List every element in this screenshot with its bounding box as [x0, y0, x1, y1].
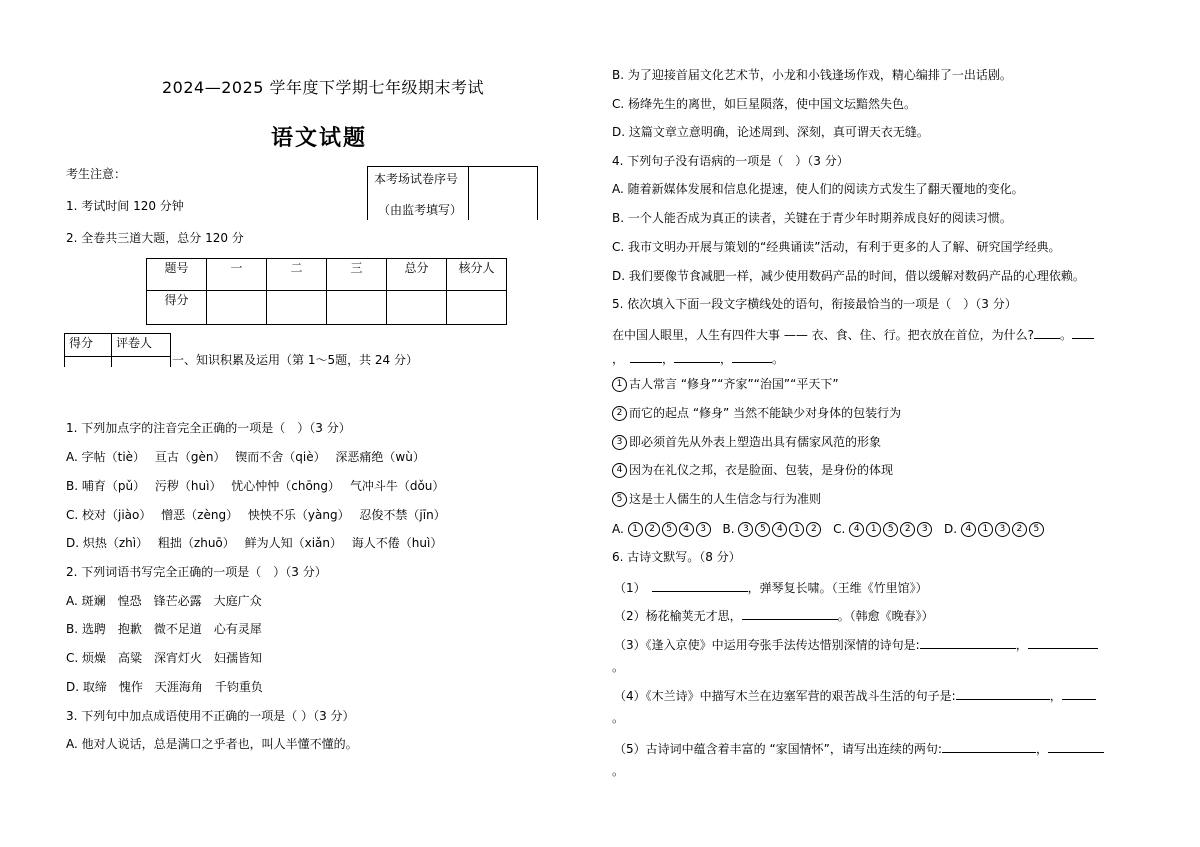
circled-number: 3 [738, 522, 753, 537]
circled-number: 1 [612, 377, 627, 392]
grader-name-label: 评卷人 [112, 334, 171, 357]
fill-blank[interactable] [1072, 326, 1094, 339]
circled-number: 3 [612, 435, 627, 450]
q1-option-c: C. 校对（jiào） 憎恶（zèng） 怏怏不乐（yàng） 忍俊不禁（jīn） [66, 508, 446, 522]
notice-item-2: 2. 全卷共三道大题，总分 120 分 [66, 231, 244, 245]
q4-option-c: C. 我市文明办开展与策划的“经典诵读”活动，有利于更多的人了解、研究国学经典。 [612, 240, 1061, 254]
score-row-label: 得分 [147, 291, 207, 325]
punct: ， [720, 352, 733, 366]
q6-line-5: （5）古诗词中蕴含着丰富的 “家国情怀”，请写出连续的两句: ， [614, 740, 1104, 756]
notice-title: 考生注意： [66, 167, 127, 181]
fill-blank[interactable] [920, 636, 1016, 649]
circled-number: 1 [628, 522, 643, 537]
q3-option-b: B. 为了迎接首届文化艺术节，小龙和小钱逢场作戏，精心编排了一出话剧。 [612, 68, 1012, 82]
notice-item-1: 1. 考试时间 120 分钟 [66, 199, 184, 213]
circled-number: 3 [995, 522, 1010, 537]
q5-item-4 [612, 463, 893, 478]
circled-number: 2 [900, 522, 915, 537]
header-cell: 总分 [387, 259, 447, 291]
score-cell[interactable] [267, 291, 327, 325]
q6-line-4: （4）《木兰诗》中描写木兰在边塞军营的艰苦战斗生活的句子是: ， [614, 687, 1096, 703]
q2-option-b: B. 选聘 抱歉 微不足道 心有灵犀 [66, 622, 262, 636]
fill-blank[interactable] [742, 607, 838, 620]
q5-option-b: B. 3 5 4 1 2 [722, 522, 823, 536]
circled-number: 2 [612, 406, 627, 421]
q1-stem: 1. 下列加点字的注音完全正确的一项是（ ）（3 分） [66, 421, 351, 435]
seat-box-label: 本考场试卷序号 [374, 172, 459, 186]
fill-blank[interactable] [630, 350, 662, 363]
circled-number: 4 [612, 463, 627, 478]
grader-score-label: 得分 [65, 334, 112, 357]
q2-option-d: D. 取缔 愧作 天涯海角 千钧重负 [66, 680, 263, 694]
q5-stem: 5. 依次填入下面一段文字横线处的语句，衔接最恰当的一项是（ ）（3 分） [612, 297, 1017, 311]
q6-line-3: （3）《逢入京使》中运用夸张手法传达惜别深情的诗句是: ， [614, 636, 1098, 652]
score-table-header-row [147, 259, 507, 291]
q5-option-c: C. 4 1 5 2 3 [833, 522, 934, 536]
q5-item-2 [612, 406, 901, 421]
q6-line-3-end: 。 [612, 660, 625, 674]
q6-line-5-end: 。 [612, 764, 625, 778]
grader-name-cell[interactable] [112, 357, 171, 368]
q5-passage-line1 [612, 326, 1094, 342]
circled-number: 3 [917, 522, 932, 537]
circled-number: 1 [866, 522, 881, 537]
q4-option-d: D. 我们要像节食减肥一样，减少使用数码产品的时间，借以缓解对数码产品的心理依赖。 [612, 269, 1085, 283]
circled-number: 2 [1012, 522, 1027, 537]
header-cell: 二 [267, 259, 327, 291]
fill-blank[interactable] [652, 579, 748, 592]
fill-blank[interactable] [1034, 326, 1060, 339]
q1-option-a: A. 字帖（tiè） 亘古（gèn） 锲而不舍（qiè） 深恶痛绝（wù） [66, 450, 425, 464]
punct: 。 [772, 352, 785, 366]
punct: ， [612, 352, 625, 366]
q6-line-1: （1） ，弹琴复长啸。（王维《竹里馆》） [614, 581, 928, 595]
q5-item-text: 这是士人儒生的人生信念与行为准则 [629, 492, 822, 506]
fill-blank[interactable] [1048, 740, 1104, 753]
score-table [146, 258, 507, 325]
score-table-score-row [147, 291, 507, 325]
q5-option-a: A. 1 2 5 4 3 [612, 522, 713, 536]
q1-option-d: D. 炽热（zhì） 粗拙（zhuō） 鲜为人知（xiǎn） 诲人不倦（huì） [66, 536, 443, 550]
grader-score-cell[interactable] [65, 357, 112, 368]
header-cell: 一 [207, 259, 267, 291]
fill-blank[interactable] [674, 350, 720, 363]
q6-line-4-end: 。 [612, 711, 625, 725]
circled-number: 4 [849, 522, 864, 537]
header-cell: 核分人 [447, 259, 507, 291]
score-cell[interactable] [387, 291, 447, 325]
fill-blank[interactable] [956, 687, 1050, 700]
circled-number: 2 [645, 522, 660, 537]
header-cell: 题号 [147, 259, 207, 291]
score-cell[interactable] [207, 291, 267, 325]
seat-number-box [367, 166, 538, 220]
q2-option-c: C. 烦燥 高粱 深宵灯火 妇孺皆知 [66, 651, 263, 665]
q5-item-text: 而它的起点 “修身” 当然不能缺少对身体的包装行为 [629, 406, 902, 420]
q4-option-a: A. 随着新媒体发展和信息化提速，使人们的阅读方式发生了翻天覆地的变化。 [612, 182, 1024, 196]
section1-title: 一、知识积累及运用（第 1～5题，共 24 分） [172, 353, 418, 367]
circled-number: 5 [612, 492, 627, 507]
punct: ， [662, 352, 675, 366]
q5-options [612, 522, 1046, 537]
circled-number: 4 [961, 522, 976, 537]
score-cell[interactable] [327, 291, 387, 325]
circled-number: 5 [883, 522, 898, 537]
q3-option-d: D. 这篇文章立意明确，论述周到、深刻，真可谓天衣无缝。 [612, 125, 929, 139]
punct: 。 [1060, 328, 1073, 342]
q5-item-1 [612, 377, 839, 392]
circled-number: 2 [806, 522, 821, 537]
q6-line-2: （2）杨花榆荚无才思， 。（韩愈《晚春》） [614, 609, 934, 623]
q3-option-a: A. 他对人说话，总是满口之乎者也，叫人半懂不懂的。 [66, 737, 358, 751]
q3-option-c: C. 杨绛先生的离世，如巨星陨落，使中国文坛黯然失色。 [612, 97, 917, 111]
score-cell[interactable] [447, 291, 507, 325]
circled-number: 5 [662, 522, 677, 537]
circled-number: 5 [755, 522, 770, 537]
fill-blank[interactable] [942, 740, 1036, 753]
q5-option-d: D. 4 1 3 2 5 [944, 522, 1046, 536]
q2-stem: 2. 下列词语书写完全正确的一项是（ ）（3 分） [66, 565, 327, 579]
q5-item-5 [612, 492, 821, 507]
exam-title: 2024—2025 学年度下学期七年级期末考试 [162, 78, 485, 97]
subject-title: 语文试题 [271, 126, 368, 151]
q5-item-3 [612, 435, 881, 450]
circled-number: 4 [679, 522, 694, 537]
grader-box [64, 333, 171, 367]
seat-box-note: （由监考填写） [378, 203, 463, 217]
q5-item-text: 即必须首先从外表上塑造出具有儒家风范的形象 [629, 435, 882, 449]
circled-number: 4 [772, 522, 787, 537]
q1-option-b: B. 哺育（pǔ） 污秽（huì） 忧心忡忡（chōng） 气冲斗牛（dǒu） [66, 479, 445, 493]
q5-item-text: 古人常言 “修身”“齐家”“治国”“平天下” [629, 377, 839, 391]
circled-number: 3 [696, 522, 711, 537]
q5-passage-line2 [612, 350, 784, 366]
circled-number: 1 [978, 522, 993, 537]
fill-blank[interactable] [732, 350, 772, 363]
fill-blank[interactable] [1028, 636, 1098, 649]
q5-passage: 在中国人眼里，人生有四件大事 —— 衣、食、住、行。把衣放在首位，为什么? [612, 328, 1035, 342]
q6-stem: 6. 古诗文默写。（8 分） [612, 550, 741, 564]
q4-stem: 4. 下列句子没有语病的一项是（ ）（3 分） [612, 154, 849, 168]
q5-item-text: 因为在礼仪之邦，衣是脸面、包装，是身份的体现 [629, 463, 894, 477]
fill-blank[interactable] [1062, 687, 1096, 700]
circled-number: 5 [1029, 522, 1044, 537]
header-cell: 三 [327, 259, 387, 291]
circled-number: 1 [789, 522, 804, 537]
q2-option-a: A. 斑斓 惶恐 锋芒必露 大庭广众 [66, 594, 262, 608]
q4-option-b: B. 一个人能否成为真正的读者，关键在于青少年时期养成良好的阅读习惯。 [612, 211, 1012, 225]
q3-stem: 3. 下列句中加点成语使用不正确的一项是（ ）（3 分） [66, 709, 355, 723]
